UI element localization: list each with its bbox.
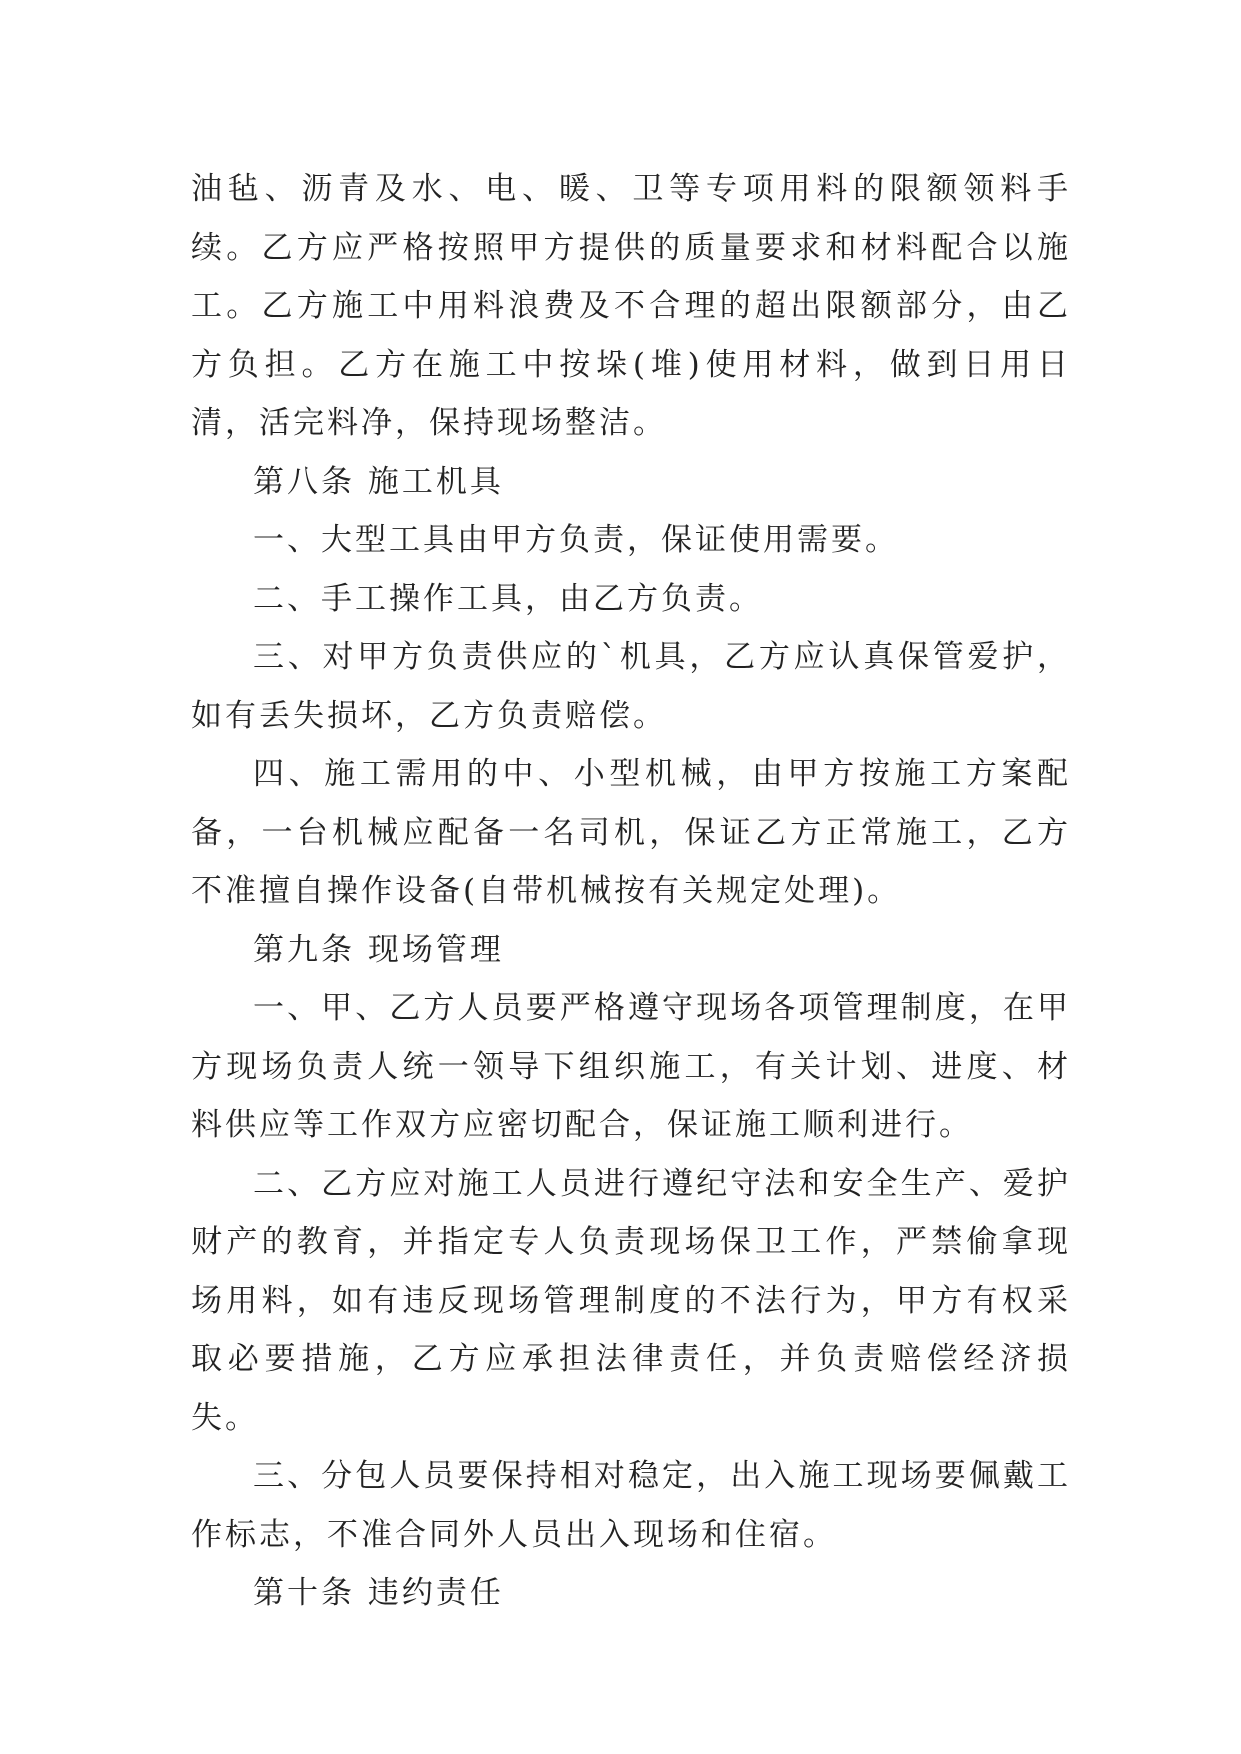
document-body — [191, 160, 1071, 1623]
paragraph-materials: 油毡、沥青及水、电、暖、卫等专项用料的限额领料手续。乙方应严格按照甲方提供的质量要求和材料配合以施工。乙方施工中用料浪费及不合理的超出限额部分，由乙方负担。乙方在施工中按垛(堆)使用材料，做到日用日清，活完料净，保持现场整洁。 — [191, 171, 1071, 441]
article-8-clause-4: 四、施工需用的中、小型机械，由甲方按施工方案配备，一台机械应配备一名司机，保证乙方正常施工，乙方不准擅自操作设备(自带机械按有关规定处理)。 — [191, 756, 1071, 909]
article-9-clause-1: 一、甲、乙方人员要严格遵守现场各项管理制度，在甲方现场负责人统一领导下组织施工，有关计划、进度、材料供应等工作双方应密切配合，保证施工顺利进行。 — [191, 990, 1071, 1143]
article-9-clause-3: 三、分包人员要保持相对稳定，出入施工现场要佩戴工作标志，不准合同外人员出入现场和住宿。 — [191, 1458, 1071, 1553]
article-8-heading: 第八条 施工机具 — [253, 463, 504, 500]
article-8-clause-2: 二、手工操作工具，由乙方负责。 — [253, 580, 763, 617]
article-9-clause-2: 二、乙方应对施工人员进行遵纪守法和安全生产、爱护财产的教育，并指定专人负责现场保卫工作，严禁偷拿现场用料，如有违反现场管理制度的不法行为，甲方有权采取必要措施，乙方应承担法律责任，并负责赔偿经济损失。 — [191, 1165, 1071, 1436]
article-8-clause-3: 三、对甲方负责供应的`机具，乙方应认真保管爱护，如有丢失损坏，乙方负责赔偿。 — [191, 639, 1071, 734]
article-8-clause-1: 一、大型工具由甲方负责，保证使用需要。 — [253, 522, 899, 558]
article-10-heading: 第十条 违约责任 — [253, 1575, 504, 1611]
article-9-heading: 第九条 现场管理 — [253, 931, 504, 968]
